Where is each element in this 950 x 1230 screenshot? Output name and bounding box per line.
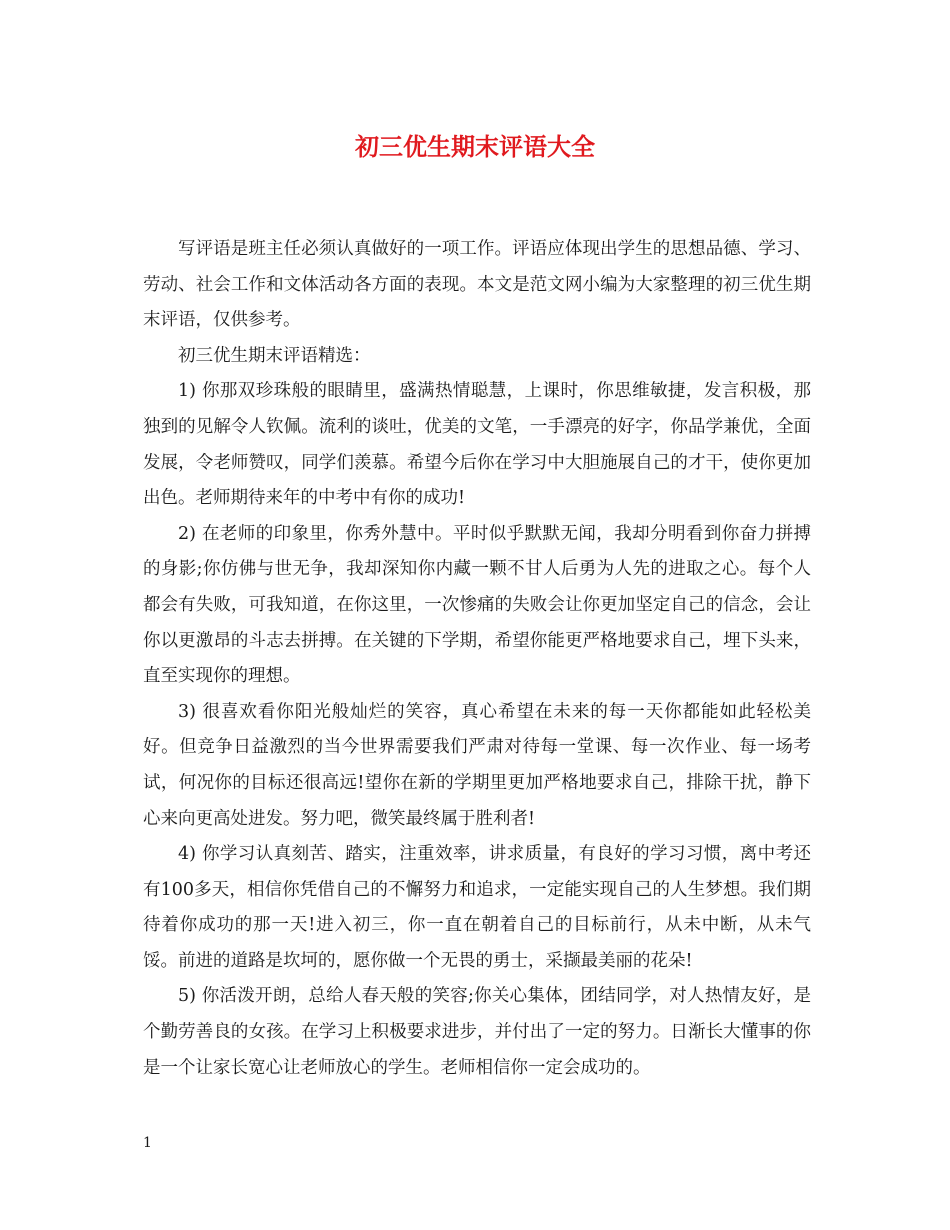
page-number: 1 <box>143 1135 152 1151</box>
section-heading: 初三优生期末评语精选： <box>178 345 371 366</box>
document-body <box>143 232 811 1086</box>
intro-paragraph: 写评语是班主任必须认真做好的一项工作。评语应体现出学生的思想品德、学习、劳动、社会工作和文体活动各方面的表现。本文是范文网小编为大家整理的初三优生期末评语，仅供参考。 <box>143 239 811 331</box>
comment-paragraph-4: 4) 你学习认真刻苦、踏实，注重效率，讲求质量，有良好的学习习惯，离中考还有100多天，相信你凭借自己的不懈努力和追求，一定能实现自己的人生梦想。我们期待着你成功的那一天!进入初三，你一直在朝着自己的目标前行，从未中断，从未气馁。前进的道路是坎坷的，愿你做一个无畏的勇士，采撷最美丽的花朵! <box>143 844 811 971</box>
comment-paragraph-5: 5) 你活泼开朗，总给人春天般的笑容;你关心集体，团结同学，对人热情友好，是个勤劳善良的女孩。在学习上积极要求进步，并付出了一定的努力。日渐长大懂事的你是一个让家长宽心让老师放心的学生。老师相信你一定会成功的。 <box>143 986 811 1078</box>
comment-paragraph-3: 3) 很喜欢看你阳光般灿烂的笑容，真心希望在未来的每一天你都能如此轻松美好。但竞争日益激烈的当今世界需要我们严肃对待每一堂课、每一次作业、每一场考试，何况你的目标还很高远!望你在新的学期里更加严格地要求自己，排除干扰，静下心来向更高处进发。努力吧，微笑最终属于胜利者! <box>143 701 811 829</box>
document-title: 初三优生期末评语大全 <box>355 133 595 161</box>
comment-paragraph-2: 2) 在老师的印象里，你秀外慧中。平时似乎默默无闻，我却分明看到你奋力拼搏的身影;你仿佛与世无争，我却深知你内藏一颗不甘人后勇为人先的进取之心。每个人都会有失败，可我知道，在你这里，一次惨痛的失败会让你更加坚定自己的信念，会让你以更激昂的斗志去拼搏。在关键的下学期，希望你能更严格地要求自己，埋下头来，直至实现你的理想。 <box>143 523 811 687</box>
comment-paragraph-1: 1) 你那双珍珠般的眼睛里，盛满热情聪慧，上课时，你思维敏捷，发言积极，那独到的见解令人钦佩。流利的谈吐，优美的文笔，一手漂亮的好字，你品学兼优，全面发展，令老师赞叹，同学们羡慕。希望今后你在学习中大胆施展自己的才干，使你更加出色。老师期待来年的中考中有你的成功! <box>143 381 811 509</box>
